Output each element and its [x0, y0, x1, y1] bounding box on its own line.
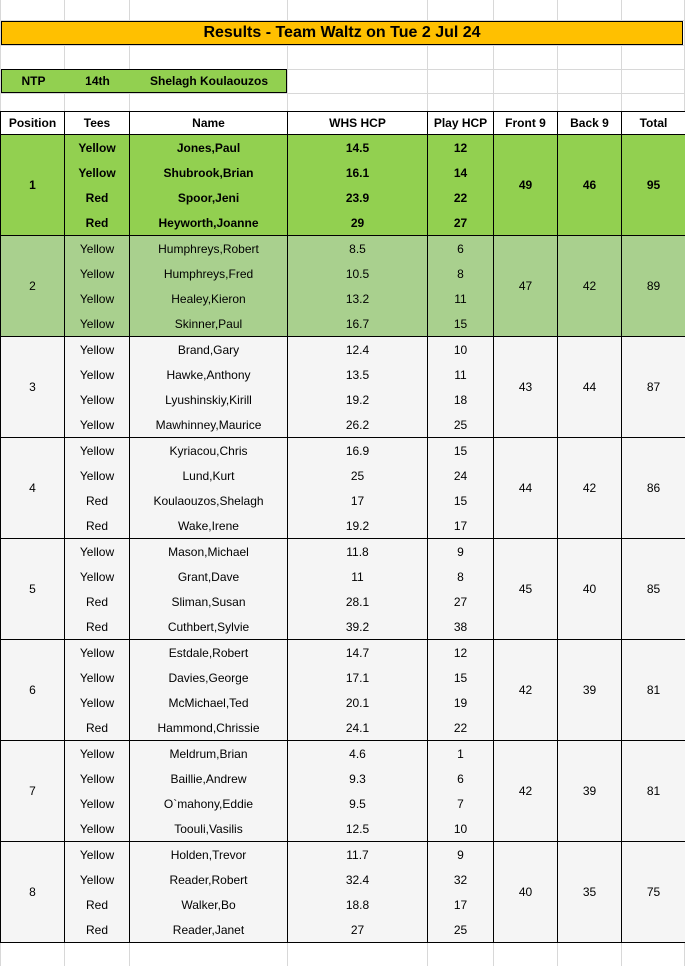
- tees-cell: Yellow: [65, 135, 130, 161]
- header-row: [1, 112, 685, 135]
- play-hcp-cell: 19: [428, 690, 494, 715]
- tees-cell: Yellow: [65, 387, 130, 412]
- name-cell: Brand,Gary: [130, 337, 288, 363]
- team-group: [1, 236, 685, 337]
- whs-hcp-cell: 20.1: [288, 690, 428, 715]
- table-row: [1, 741, 685, 767]
- whs-hcp-cell: 19.2: [288, 387, 428, 412]
- play-hcp-cell: 27: [428, 210, 494, 236]
- table-row: [1, 337, 685, 363]
- name-cell: Shubrook,Brian: [130, 160, 288, 185]
- header-back-9: Back 9: [558, 112, 622, 135]
- play-hcp-cell: 24: [428, 463, 494, 488]
- name-cell: Spoor,Jeni: [130, 185, 288, 210]
- tees-cell: Yellow: [65, 236, 130, 262]
- play-hcp-cell: 6: [428, 236, 494, 262]
- tees-cell: Yellow: [65, 539, 130, 565]
- name-cell: Hammond,Chrissie: [130, 715, 288, 741]
- whs-hcp-cell: 14.7: [288, 640, 428, 666]
- whs-hcp-cell: 9.3: [288, 766, 428, 791]
- back-9-cell: 40: [558, 539, 622, 640]
- play-hcp-cell: 8: [428, 261, 494, 286]
- play-hcp-cell: 22: [428, 715, 494, 741]
- name-cell: Mawhinney,Maurice: [130, 412, 288, 438]
- whs-hcp-cell: 18.8: [288, 892, 428, 917]
- whs-hcp-cell: 32.4: [288, 867, 428, 892]
- name-cell: Mason,Michael: [130, 539, 288, 565]
- play-hcp-cell: 27: [428, 589, 494, 614]
- total-cell: 89: [622, 236, 685, 337]
- results-title: [1, 21, 683, 45]
- tees-cell: Red: [65, 513, 130, 539]
- back-9-cell: 42: [558, 438, 622, 539]
- play-hcp-cell: 25: [428, 917, 494, 943]
- play-hcp-cell: 22: [428, 185, 494, 210]
- name-cell: Humphreys,Robert: [130, 236, 288, 262]
- name-cell: Lund,Kurt: [130, 463, 288, 488]
- name-cell: Sliman,Susan: [130, 589, 288, 614]
- tees-cell: Red: [65, 488, 130, 513]
- ntp-label: NTP: [21, 74, 46, 88]
- results-title-text: Results - Team Waltz on Tue 2 Jul 24: [203, 24, 481, 41]
- back-9-cell: 44: [558, 337, 622, 438]
- table-row: [1, 438, 685, 464]
- team-group: [1, 741, 685, 842]
- name-cell: Davies,George: [130, 665, 288, 690]
- play-hcp-cell: 10: [428, 816, 494, 842]
- play-hcp-cell: 1: [428, 741, 494, 767]
- whs-hcp-cell: 28.1: [288, 589, 428, 614]
- tees-cell: Yellow: [65, 438, 130, 464]
- tees-cell: Yellow: [65, 564, 130, 589]
- tees-cell: Yellow: [65, 362, 130, 387]
- total-cell: 95: [622, 135, 685, 236]
- front-9-cell: 42: [494, 640, 558, 741]
- position-cell: 8: [1, 842, 65, 943]
- name-cell: Cuthbert,Sylvie: [130, 614, 288, 640]
- table-row: [1, 842, 685, 868]
- total-cell: 87: [622, 337, 685, 438]
- front-9-cell: 40: [494, 842, 558, 943]
- position-cell: 2: [1, 236, 65, 337]
- play-hcp-cell: 38: [428, 614, 494, 640]
- whs-hcp-cell: 14.5: [288, 135, 428, 161]
- table-row: [1, 236, 685, 262]
- whs-hcp-cell: 12.4: [288, 337, 428, 363]
- tees-cell: Yellow: [65, 160, 130, 185]
- whs-hcp-cell: 12.5: [288, 816, 428, 842]
- position-cell: 6: [1, 640, 65, 741]
- whs-hcp-cell: 39.2: [288, 614, 428, 640]
- team-group: [1, 438, 685, 539]
- front-9-cell: 43: [494, 337, 558, 438]
- play-hcp-cell: 15: [428, 488, 494, 513]
- name-cell: Walker,Bo: [130, 892, 288, 917]
- play-hcp-cell: 10: [428, 337, 494, 363]
- name-cell: Heyworth,Joanne: [130, 210, 288, 236]
- name-cell: Lyushinskiy,Kirill: [130, 387, 288, 412]
- play-hcp-cell: 12: [428, 640, 494, 666]
- play-hcp-cell: 7: [428, 791, 494, 816]
- name-cell: Toouli,Vasilis: [130, 816, 288, 842]
- header-front-9: Front 9: [494, 112, 558, 135]
- position-cell: 1: [1, 135, 65, 236]
- whs-hcp-cell: 29: [288, 210, 428, 236]
- tees-cell: Yellow: [65, 463, 130, 488]
- whs-hcp-cell: 11: [288, 564, 428, 589]
- table-row: [1, 539, 685, 565]
- name-cell: Humphreys,Fred: [130, 261, 288, 286]
- play-hcp-cell: 15: [428, 665, 494, 690]
- total-cell: 86: [622, 438, 685, 539]
- whs-hcp-cell: 25: [288, 463, 428, 488]
- ntp-hole: 14th: [85, 74, 110, 88]
- play-hcp-cell: 32: [428, 867, 494, 892]
- tees-cell: Red: [65, 715, 130, 741]
- position-cell: 4: [1, 438, 65, 539]
- play-hcp-cell: 15: [428, 311, 494, 337]
- name-cell: Reader,Robert: [130, 867, 288, 892]
- name-cell: Koulaouzos,Shelagh: [130, 488, 288, 513]
- whs-hcp-cell: 27: [288, 917, 428, 943]
- tees-cell: Red: [65, 614, 130, 640]
- whs-hcp-cell: 17.1: [288, 665, 428, 690]
- name-cell: Kyriacou,Chris: [130, 438, 288, 464]
- name-cell: McMichael,Ted: [130, 690, 288, 715]
- team-group: [1, 842, 685, 943]
- play-hcp-cell: 25: [428, 412, 494, 438]
- header-whs-hcp: WHS HCP: [288, 112, 428, 135]
- whs-hcp-cell: 11.7: [288, 842, 428, 868]
- position-cell: 7: [1, 741, 65, 842]
- whs-hcp-cell: 23.9: [288, 185, 428, 210]
- tees-cell: Yellow: [65, 311, 130, 337]
- name-cell: Reader,Janet: [130, 917, 288, 943]
- tees-cell: Red: [65, 185, 130, 210]
- header-position: Position: [1, 112, 65, 135]
- table-row: [1, 135, 685, 161]
- whs-hcp-cell: 13.2: [288, 286, 428, 311]
- whs-hcp-cell: 16.7: [288, 311, 428, 337]
- whs-hcp-cell: 8.5: [288, 236, 428, 262]
- ntp-banner: [1, 69, 287, 93]
- tees-cell: Yellow: [65, 741, 130, 767]
- whs-hcp-cell: 4.6: [288, 741, 428, 767]
- total-cell: 75: [622, 842, 685, 943]
- whs-hcp-cell: 9.5: [288, 791, 428, 816]
- tees-cell: Red: [65, 589, 130, 614]
- front-9-cell: 49: [494, 135, 558, 236]
- back-9-cell: 35: [558, 842, 622, 943]
- position-cell: 5: [1, 539, 65, 640]
- tees-cell: Yellow: [65, 816, 130, 842]
- play-hcp-cell: 17: [428, 892, 494, 917]
- back-9-cell: 42: [558, 236, 622, 337]
- name-cell: Baillie,Andrew: [130, 766, 288, 791]
- header-name: Name: [130, 112, 288, 135]
- whs-hcp-cell: 19.2: [288, 513, 428, 539]
- name-cell: Wake,Irene: [130, 513, 288, 539]
- back-9-cell: 39: [558, 640, 622, 741]
- play-hcp-cell: 15: [428, 438, 494, 464]
- play-hcp-cell: 18: [428, 387, 494, 412]
- play-hcp-cell: 17: [428, 513, 494, 539]
- play-hcp-cell: 11: [428, 362, 494, 387]
- name-cell: Skinner,Paul: [130, 311, 288, 337]
- tees-cell: Yellow: [65, 842, 130, 868]
- name-cell: Holden,Trevor: [130, 842, 288, 868]
- front-9-cell: 44: [494, 438, 558, 539]
- tees-cell: Red: [65, 892, 130, 917]
- name-cell: Grant,Dave: [130, 564, 288, 589]
- front-9-cell: 47: [494, 236, 558, 337]
- name-cell: Healey,Kieron: [130, 286, 288, 311]
- position-cell: 3: [1, 337, 65, 438]
- back-9-cell: 39: [558, 741, 622, 842]
- name-cell: Estdale,Robert: [130, 640, 288, 666]
- whs-hcp-cell: 10.5: [288, 261, 428, 286]
- play-hcp-cell: 14: [428, 160, 494, 185]
- play-hcp-cell: 9: [428, 539, 494, 565]
- ntp-player: Shelagh Koulaouzos: [149, 74, 268, 88]
- play-hcp-cell: 9: [428, 842, 494, 868]
- table-row: [1, 640, 685, 666]
- tees-cell: Yellow: [65, 286, 130, 311]
- whs-hcp-cell: 24.1: [288, 715, 428, 741]
- total-cell: 81: [622, 741, 685, 842]
- tees-cell: Red: [65, 210, 130, 236]
- play-hcp-cell: 11: [428, 286, 494, 311]
- tees-cell: Yellow: [65, 337, 130, 363]
- name-cell: Meldrum,Brian: [130, 741, 288, 767]
- team-group: [1, 640, 685, 741]
- team-group: [1, 539, 685, 640]
- tees-cell: Yellow: [65, 690, 130, 715]
- name-cell: O`mahony,Eddie: [130, 791, 288, 816]
- tees-cell: Yellow: [65, 791, 130, 816]
- name-cell: Jones,Paul: [130, 135, 288, 161]
- tees-cell: Yellow: [65, 665, 130, 690]
- header-tees: Tees: [65, 112, 130, 135]
- total-cell: 81: [622, 640, 685, 741]
- tees-cell: Yellow: [65, 412, 130, 438]
- name-cell: Hawke,Anthony: [130, 362, 288, 387]
- team-group: [1, 135, 685, 236]
- whs-hcp-cell: 11.8: [288, 539, 428, 565]
- tees-cell: Yellow: [65, 640, 130, 666]
- tees-cell: Yellow: [65, 867, 130, 892]
- whs-hcp-cell: 16.9: [288, 438, 428, 464]
- results-table: [0, 111, 685, 943]
- whs-hcp-cell: 16.1: [288, 160, 428, 185]
- whs-hcp-cell: 13.5: [288, 362, 428, 387]
- whs-hcp-cell: 26.2: [288, 412, 428, 438]
- play-hcp-cell: 12: [428, 135, 494, 161]
- play-hcp-cell: 8: [428, 564, 494, 589]
- team-group: [1, 337, 685, 438]
- tees-cell: Yellow: [65, 261, 130, 286]
- tees-cell: Red: [65, 917, 130, 943]
- front-9-cell: 42: [494, 741, 558, 842]
- header-play-hcp: Play HCP: [428, 112, 494, 135]
- tees-cell: Yellow: [65, 766, 130, 791]
- back-9-cell: 46: [558, 135, 622, 236]
- total-cell: 85: [622, 539, 685, 640]
- header-total: Total: [622, 112, 685, 135]
- front-9-cell: 45: [494, 539, 558, 640]
- whs-hcp-cell: 17: [288, 488, 428, 513]
- play-hcp-cell: 6: [428, 766, 494, 791]
